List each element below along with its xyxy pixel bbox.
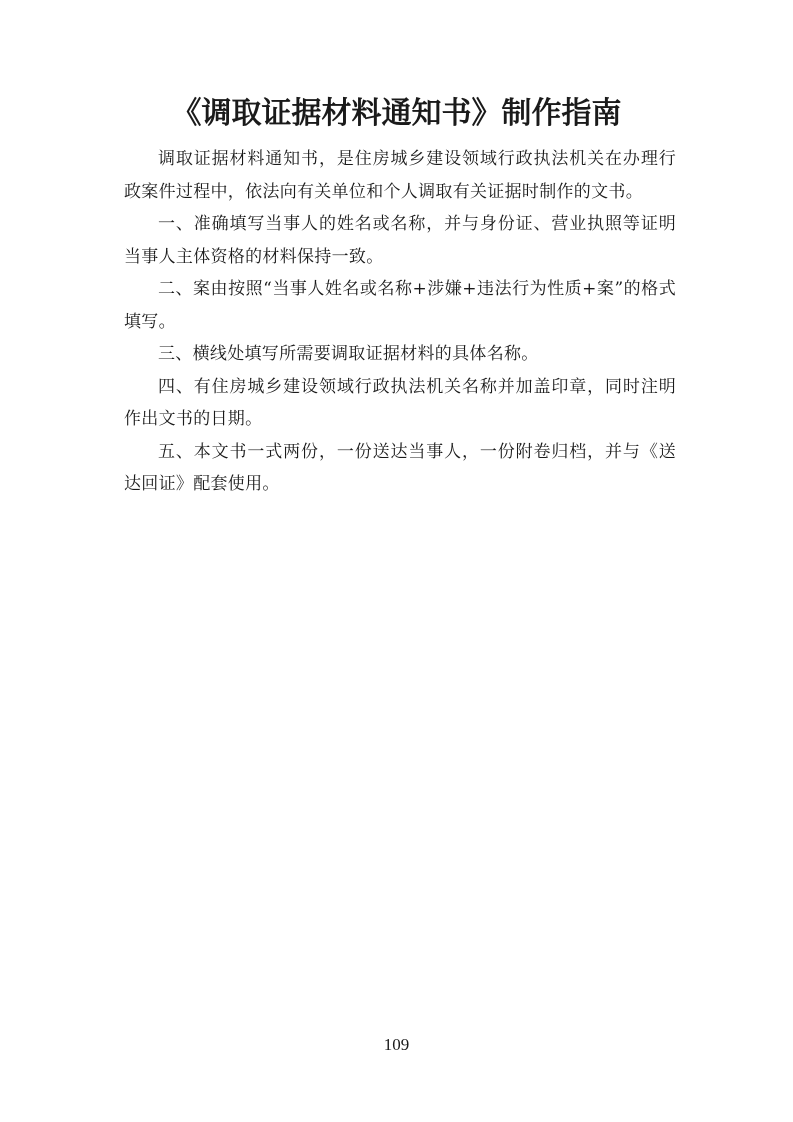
guideline-item-2: 二、案由按照“当事人姓名或名称+涉嫌+违法行为性质+案”的格式填写。: [124, 279, 676, 332]
document-body: [124, 143, 676, 501]
page-title: 《调取证据材料通知书》制作指南: [171, 96, 622, 131]
guideline-item-3: 三、横线处填写所需要调取证据材料的具体名称。: [158, 344, 539, 364]
guideline-item-4: 四、有住房城乡建设领域行政执法机关名称并加盖印章，同时注明作出文书的日期。: [124, 376, 676, 429]
page-number: 109: [383, 1035, 410, 1054]
guideline-item-5: 五、本文书一式两份，一份送达当事人，一份附卷归档，并与《送达回证》配套使用。: [124, 441, 676, 494]
guideline-item-1: 一、准确填写当事人的姓名或名称，并与身份证、营业执照等证明当事人主体资格的材料保持一致。: [124, 214, 676, 267]
intro-paragraph: 调取证据材料通知书，是住房城乡建设领域行政执法机关在办理行政案件过程中，依法向有关单位和个人调取有关证据时制作的文书。: [124, 149, 676, 202]
